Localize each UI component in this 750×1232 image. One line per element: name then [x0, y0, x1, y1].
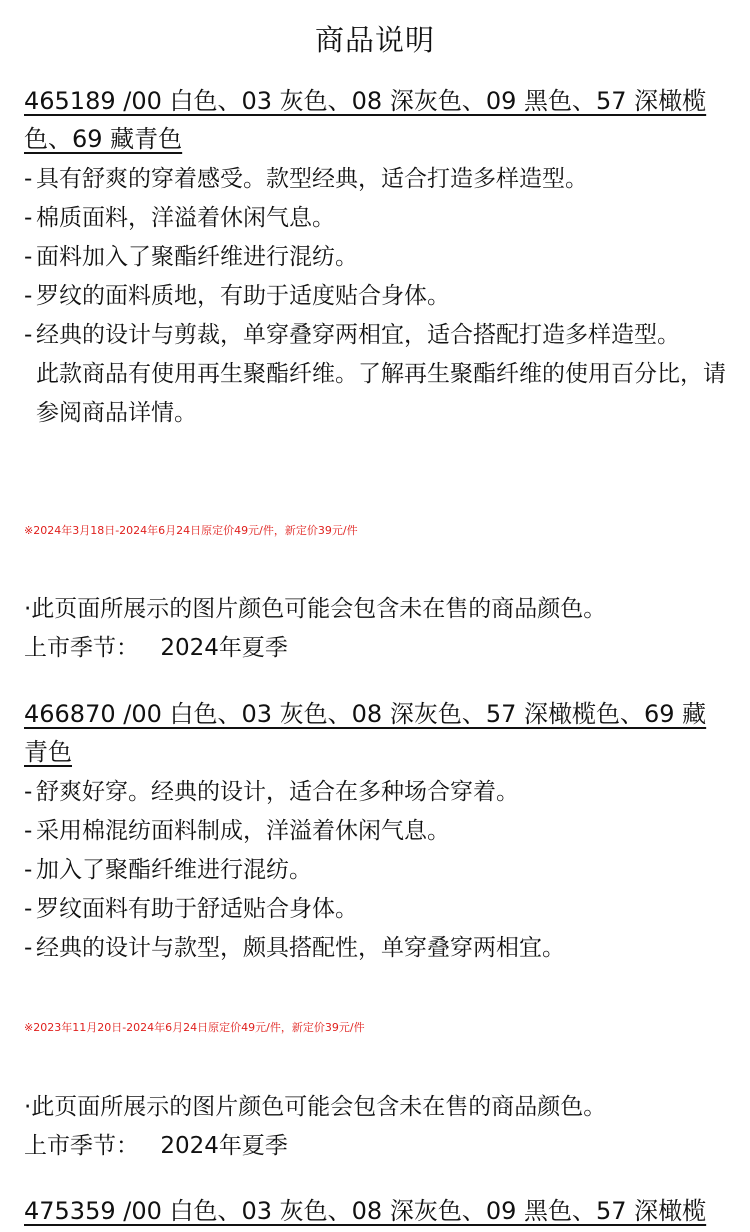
product-heading: 466870 /00 白色、03 灰色、08 深灰色、57 深橄榄色、69 藏青色	[24, 700, 707, 766]
season-value: 2024年夏季	[160, 635, 288, 661]
feature-item: - 经典的设计与剪裁，单穿叠穿两相宜，适合搭配打造多样造型。	[24, 322, 680, 348]
season-row	[24, 629, 728, 668]
feature-item: - 罗纹面料有助于舒适贴合身体。	[24, 896, 358, 922]
color-disclaimer: ·此页面所展示的图片颜色可能会包含未在售的商品颜色。	[24, 596, 607, 622]
feature-item: - 罗纹的面料质地，有助于适度贴合身体。	[24, 283, 450, 309]
color-disclaimer: ·此页面所展示的图片颜色可能会包含未在售的商品颜色。	[24, 1094, 607, 1120]
product-footer-466870	[24, 1088, 728, 1166]
product-section-465189	[24, 82, 728, 433]
feature-item: - 加入了聚酯纤维进行混纺。	[24, 857, 312, 883]
feature-item: - 棉质面料，洋溢着休闲气息。	[24, 205, 335, 231]
product-heading: 465189 /00 白色、03 灰色、08 深灰色、09 黑色、57 深橄榄色、69 藏青色	[24, 87, 707, 153]
recycled-fiber-note: 此款商品有使用再生聚酯纤维。了解再生聚酯纤维的使用百分比，请参阅商品详情。	[36, 361, 726, 426]
feature-item: - 具有舒爽的穿着感受。款型经典，适合打造多样造型。	[24, 166, 588, 192]
feature-item: - 面料加入了聚酯纤维进行混纺。	[24, 244, 358, 270]
product-section-466870	[24, 695, 728, 968]
season-value: 2024年夏季	[160, 1133, 288, 1159]
season-label: 上市季节：	[24, 1133, 139, 1159]
season-row	[24, 1127, 728, 1166]
season-label: 上市季节：	[24, 635, 139, 661]
feature-item: - 经典的设计与款型，颇具搭配性，单穿叠穿两相宜。	[24, 935, 565, 961]
product-section-475359	[24, 1192, 728, 1232]
price-notice: ※2024年3月18日-2024年6月24日原定价49元/件，新定价39元/件	[24, 524, 358, 537]
feature-item: - 采用棉混纺面料制成，洋溢着休闲气息。	[24, 818, 450, 844]
page-title: 商品说明	[314, 23, 435, 57]
product-footer-465189	[24, 590, 728, 668]
feature-item: - 舒爽好穿。经典的设计，适合在多种场合穿着。	[24, 779, 519, 805]
price-notice: ※2023年11月20日-2024年6月24日原定价49元/件，新定价39元/件	[24, 1021, 365, 1034]
product-heading: 475359 /00 白色、03 灰色、08 深灰色、09 黑色、57 深橄榄	[24, 1197, 707, 1225]
